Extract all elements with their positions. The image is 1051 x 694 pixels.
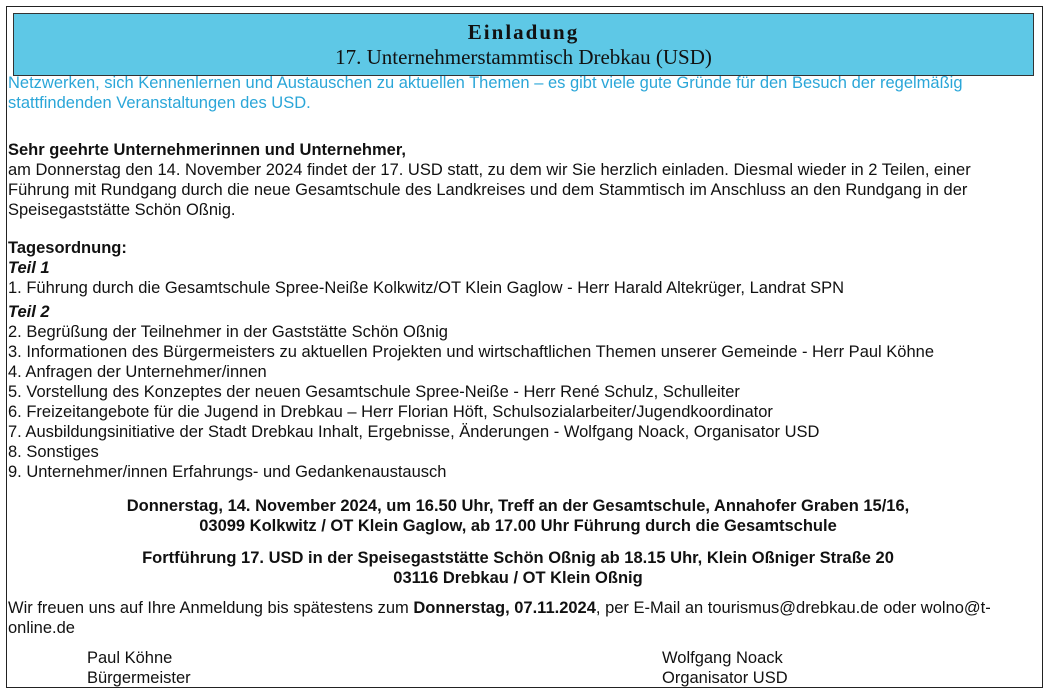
signer-role: Organisator USD <box>662 669 788 687</box>
meeting-line: Donnerstag, 14. November 2024, um 16.50 Uhr, Treff an der Gesamtschule, Annahofer Graben 15/16, <box>126 497 910 515</box>
agenda-item: 8. Sonstiges <box>8 443 99 461</box>
agenda-item: 9. Unternehmer/innen Erfahrungs- und Gedankenaustausch <box>8 463 447 481</box>
closing-contact: , per E-Mail an tourismus@drebkau.de oder wolno@t-online.de <box>8 599 991 637</box>
agenda-part1-label: Teil 1 <box>8 259 50 277</box>
intro-paragraph: Netzwerken, sich Kennenlernen und Austauschen zu aktuellen Themen – es gibt viele gute Gründe für den Besuch der regelmäßig stattfindenden Veranstaltungen des USD. <box>8 74 963 112</box>
agenda-item: 5. Vorstellung des Konzeptes der neuen Gesamtschule Spree-Neiße - Herr René Schulz, Schulleiter <box>8 383 740 401</box>
signer-name: Wolfgang Noack <box>662 649 783 667</box>
letter-section <box>8 140 1028 220</box>
agenda-item: 4. Anfragen der Unternehmer/innen <box>8 363 267 381</box>
agenda-part2-label: Teil 2 <box>8 303 50 321</box>
meeting-info-1 <box>8 496 1028 536</box>
document-subtitle: 17. Unternehmerstammtisch Drebkau (USD) <box>335 45 712 69</box>
letter-paragraph: am Donnerstag den 14. November 2024 findet der 17. USD statt, zu dem wir Sie herzlich einladen. Diesmal wieder in 2 Teilen, einer Führung mit Rundgang durch die neue Gesamtschule des Landkreises und dem Stammtisch im Anschluss an den Rundgang in der Speisegaststätte Schön Oßnig. <box>8 161 971 219</box>
signer-name: Paul Köhne <box>87 649 173 667</box>
agenda-section <box>8 238 1028 482</box>
title-banner <box>13 13 1034 76</box>
closing-text: Wir freuen uns auf Ihre Anmeldung bis spätestens zum <box>8 599 414 617</box>
agenda-item: 3. Informationen des Bürgermeisters zu aktuellen Projekten und wirtschaftlichen Themen unserer Gemeinde - Herr Paul Köhne <box>8 343 935 361</box>
meeting-line: Fortführung 17. USD in der Speisegaststätte Schön Oßnig ab 18.15 Uhr, Klein Oßniger Straße 20 <box>142 549 894 567</box>
closing-paragraph <box>8 598 1028 638</box>
signature-right <box>662 648 788 688</box>
agenda-item: 6. Freizeitangebote für die Jugend in Drebkau – Herr Florian Höft, Schulsozialarbeiter/Jugendkoordinator <box>8 403 773 421</box>
document-title: Einladung <box>467 20 580 44</box>
signature-left <box>87 648 191 688</box>
meeting-line: 03116 Drebkau / OT Klein Oßnig <box>393 569 643 587</box>
agenda-item: 1. Führung durch die Gesamtschule Spree-Neiße Kolkwitz/OT Klein Gaglow - Herr Harald Altekrüger, Landrat SPN <box>8 279 845 297</box>
agenda-item: 7. Ausbildungsinitiative der Stadt Drebkau Inhalt, Ergebnisse, Änderungen - Wolfgang Noack, Organisator USD <box>8 423 820 441</box>
deadline-date: Donnerstag, 07.11.2024 <box>413 599 596 617</box>
meeting-info-2 <box>8 548 1028 588</box>
agenda-heading: Tagesordnung: <box>8 239 127 257</box>
greeting: Sehr geehrte Unternehmerinnen und Unternehmer, <box>8 141 406 159</box>
agenda-item: 2. Begrüßung der Teilnehmer in der Gaststätte Schön Oßnig <box>8 323 448 341</box>
signer-role: Bürgermeister <box>87 669 191 687</box>
meeting-line: 03099 Kolkwitz / OT Klein Gaglow, ab 17.00 Uhr Führung durch die Gesamtschule <box>199 517 837 535</box>
